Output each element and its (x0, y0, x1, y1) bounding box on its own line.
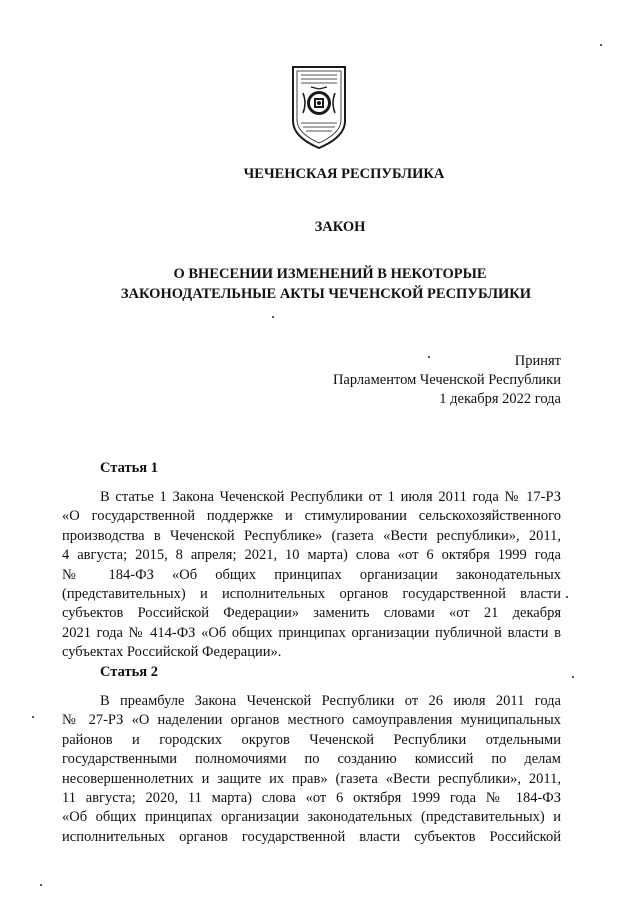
text-line: производства в Чеченской Республике» (газета «Вести республики», 2011, (62, 527, 561, 544)
document-type: ЗАКОН (314, 219, 366, 235)
text-line: (представительных) и исполнительных органов государственной власти (62, 585, 561, 602)
text-line: № 27-РЗ «О наделении органов местного самоуправления муниципальных (62, 712, 561, 729)
text-line: № 184-ФЗ «Об общих принципах организации законодательных (62, 566, 561, 583)
text-line: районов и городских округов Чеченской Республики отдельными (62, 731, 561, 748)
scan-speck (600, 44, 602, 46)
article-1-text (62, 488, 561, 663)
adoption-date: 1 декабря 2022 года (439, 391, 561, 407)
scan-speck (572, 676, 574, 678)
text-line: «О государственной поддержке и стимулировании сельскохозяйственного (62, 508, 561, 525)
article-1-heading: Статья 1 (100, 460, 158, 476)
law-title-line-2: ЗАКОНОДАТЕЛЬНЫЕ АКТЫ ЧЕЧЕНСКОЙ РЕСПУБЛИКИ (120, 286, 532, 302)
adoption-line-2: Парламентом Чеченской Республики (332, 372, 561, 388)
text-line: государственными полномочиями по созданию комиссий по делам (62, 751, 561, 768)
republic-title: ЧЕЧЕНСКАЯ РЕСПУБЛИКА (243, 166, 445, 182)
text-line: субъектах Российской Федерации». (62, 644, 282, 661)
text-line: В статье 1 Закона Чеченской Республики от 1 июля 2011 года № 17-РЗ (100, 489, 561, 505)
article-2-heading: Статья 2 (100, 664, 158, 680)
adoption-line-1: Принят (514, 353, 561, 369)
text-line: несовершеннолетних и защите их прав» (газета «Вести республики», 2011, (62, 770, 561, 787)
scan-speck (40, 884, 42, 886)
coat-of-arms-icon (289, 63, 349, 151)
adoption-block (333, 352, 561, 409)
scan-speck (272, 316, 274, 318)
scan-speck (566, 596, 568, 598)
text-line: субъектов Российской Федерации» заменить словами «от 21 декабря (62, 605, 561, 622)
text-line: исполнительных органов государственной власти субъектов Российской (62, 828, 561, 845)
article-2-text (62, 692, 561, 847)
text-line: «Об общих принципах организации законодательных (представительных) и (62, 809, 561, 826)
text-line: 11 августа; 2020, 11 марта) слова «от 6 октября 1999 года № 184-ФЗ (62, 789, 561, 806)
law-title-line-1: О ВНЕСЕНИИ ИЗМЕНЕНИЙ В НЕКОТОРЫЕ (173, 266, 487, 282)
scan-speck (428, 356, 430, 358)
text-line: 2021 года № 414-ФЗ «Об общих принципах организации публичной власти в (62, 624, 561, 641)
text-line: 4 августа; 2015, 8 апреля; 2021, 10 марта) слова «от 6 октября 1999 года (62, 547, 561, 564)
scan-speck (32, 716, 34, 718)
text-line: В преамбуле Закона Чеченской Республики от 26 июля 2011 года (100, 693, 561, 709)
